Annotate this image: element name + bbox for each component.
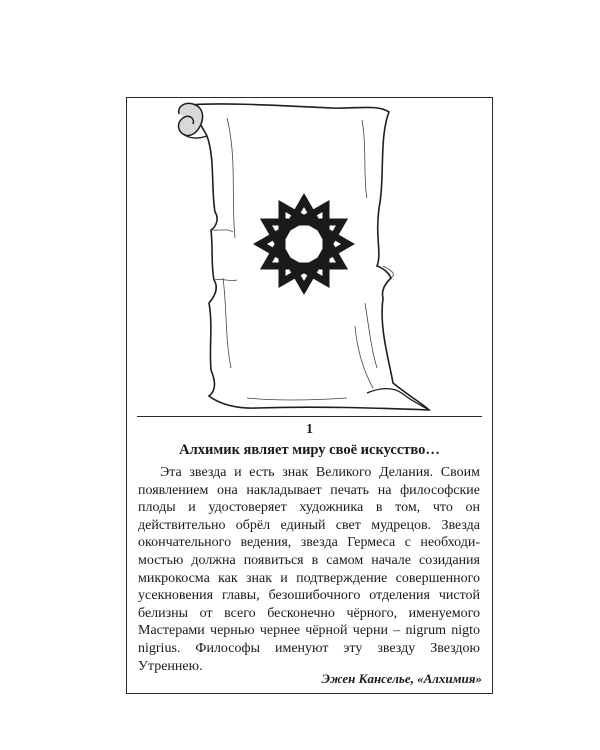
body-paragraph: Эта звезда и есть знак Великого Делания. Своим появлением она накладывает печать на философские плоды и удостоверяет художника в том, что он действительно обрёл единый свет мудрецов. Звезда окончательного ведения, звезда Гермеса с необходимостью должна появиться в самом начале созидания микрокосма как знак и подтверждение совершенного усекновения главы, безошибочного отделения чистой белизны от всего бесконечно чёрного, именуемого Мастерами чернью чернее чёрной черни – nigrum nigto nigrius. Философы именуют эту звезду Звездою Утреннею. [138,465,480,674]
parchment-scroll [190,104,429,410]
attribution: Эжен Канселье, «Алхимия» [321,671,482,686]
page-frame [126,97,493,694]
scroll-illustration [127,98,492,416]
section-title: Алхимик являет миру своё искусство… [179,442,440,458]
divider-rule [137,416,482,417]
section-number: 1 [306,422,313,437]
